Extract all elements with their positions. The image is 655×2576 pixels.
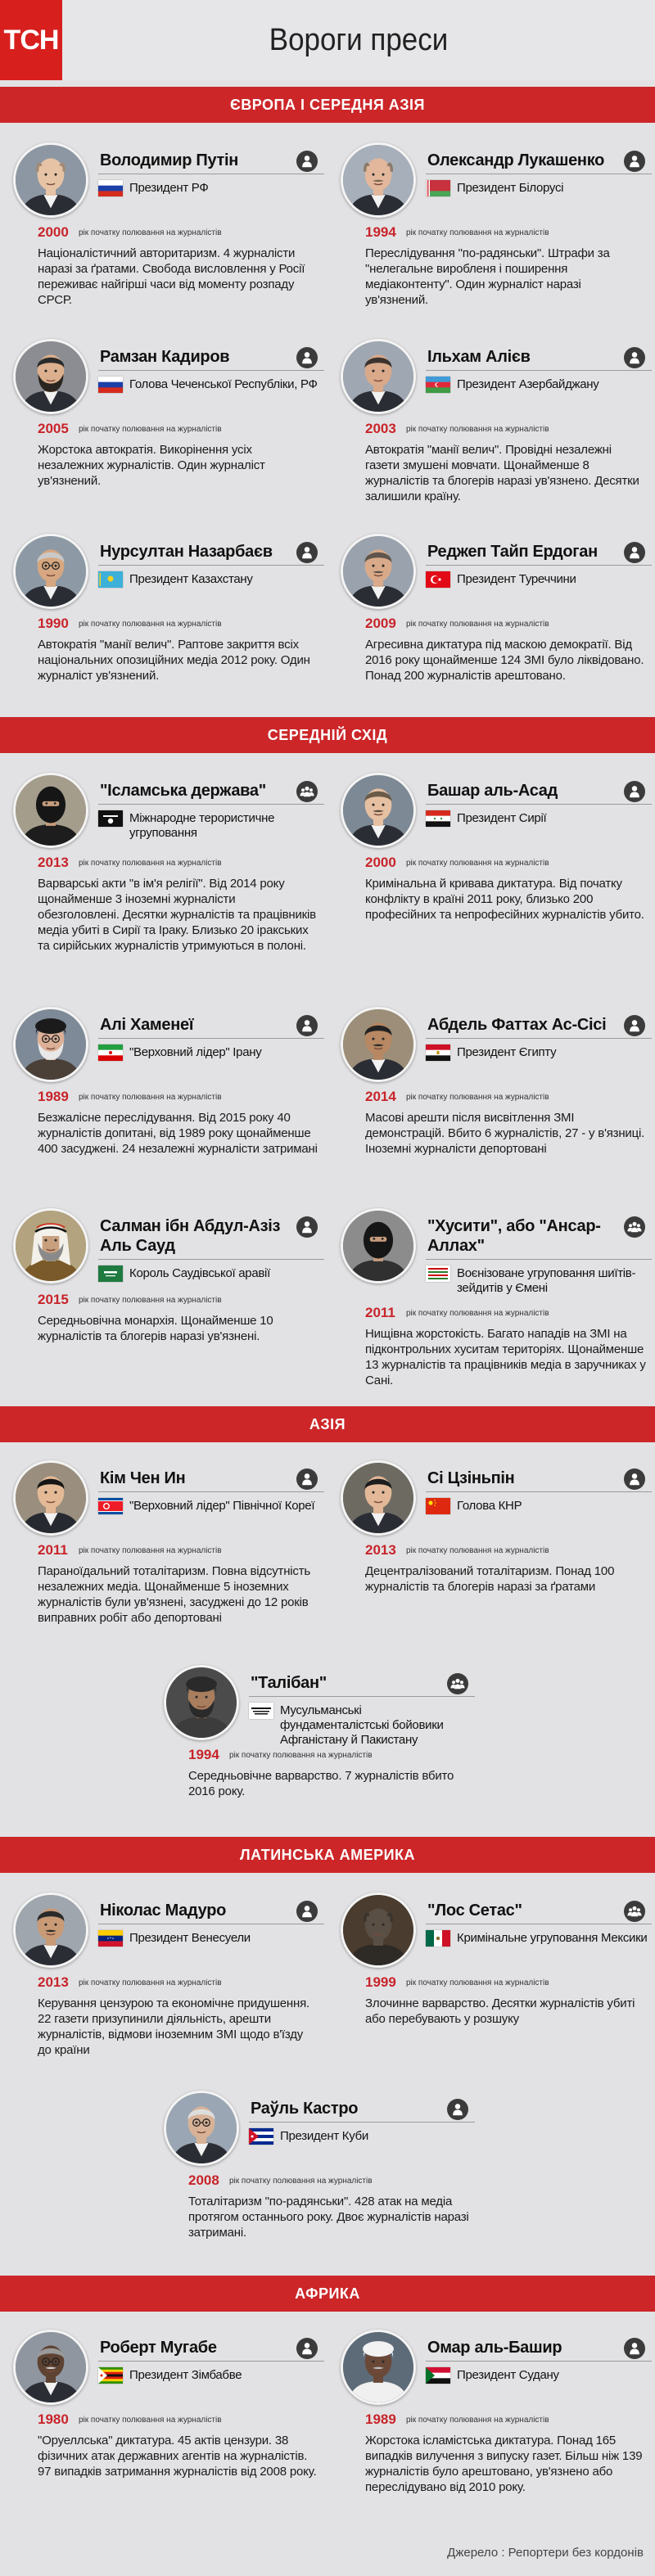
card-kadyrov — [13, 339, 324, 489]
divider — [98, 370, 324, 371]
person-icon — [624, 2338, 645, 2359]
group-icon — [624, 1901, 645, 1922]
card-isis — [13, 773, 324, 969]
portrait-xijinping — [341, 1460, 416, 1536]
start-year: 1999 — [365, 1974, 396, 1990]
card-name: Нурсултан Назарбаєв — [100, 543, 273, 561]
card-name: Абдель Фаттах Ас-Сісі — [427, 1016, 607, 1034]
portrait-mugabe — [13, 2330, 88, 2405]
start-year: 2013 — [38, 855, 69, 870]
card-role: Президент Єгипту — [457, 1045, 557, 1059]
card-description: Тоталітаризм "по-радянськи". 428 атак на медіа протягом останнього року. Двоє журналістів наразі затримані. — [188, 2195, 469, 2240]
divider — [249, 1696, 475, 1697]
card-role: Голова КНР — [457, 1499, 522, 1513]
start-year: 2009 — [365, 616, 396, 631]
card-description: Варварські акти "в ім'я релігії". Від 2014 року щонайменше 3 іноземні журналісти обезголовлені. Десятки журналістів та працівників медіа убиті в Сирії та Іраку. Близько 20 іракських та сирійських журналістів утримуються в полоні. — [38, 877, 316, 953]
start-year: 1989 — [365, 2411, 396, 2427]
flag-cu-icon — [249, 2128, 273, 2145]
portrait-maduro — [13, 1893, 88, 1968]
card-description: Масові арешти після висвітлення ЗМІ демонстрацій. Вбито 6 журналістів, 27 - у в'язниці. Іноземні журналісти депортовані — [365, 1111, 645, 1156]
portrait-kadyrov — [13, 339, 88, 414]
card-role: "Верховний лідер" Ірану — [129, 1045, 262, 1059]
start-year: 1989 — [38, 1089, 69, 1104]
card-name: Роберт Мугабе — [100, 2339, 217, 2357]
card-description: Автократія "манії велич". Провідні незалежні газети змушені мовчати. Щонайменше 8 журналістів та блогерів наразі ув'язнено. Десятки залишили країну. — [365, 443, 639, 503]
flag-kp-icon — [98, 1498, 123, 1514]
card-role: Президент Куби — [280, 2129, 368, 2143]
year-note: рік початку полювання на журналістів — [406, 1093, 549, 1102]
card-role: Президент Туреччини — [457, 572, 576, 586]
year-note: рік початку полювання на журналістів — [79, 1093, 222, 1102]
card-role: Президент Судану — [457, 2368, 559, 2382]
card-mugabe — [13, 2330, 324, 2495]
card-role: Президент Сирії — [457, 811, 547, 825]
start-year: 1980 — [38, 2411, 69, 2427]
card-name: Реджеп Тайп Ердоган — [427, 543, 598, 561]
card-name: "Лос Сетас" — [427, 1902, 522, 1920]
year-note: рік початку полювання на журналістів — [229, 2177, 373, 2186]
portrait-castro — [164, 2091, 239, 2166]
card-role: Президент Казахстану — [129, 572, 253, 586]
card-description: Середньовічне варварство. 7 журналістів вбито 2016 року. — [188, 1769, 454, 1798]
card-name: "Хусити", або "Ансар-Аллах" — [427, 1217, 601, 1255]
person-icon — [624, 781, 645, 802]
card-name: Рамзан Кадиров — [100, 348, 230, 366]
card-description: Переслідування "по-радянськи". Штрафи за "нелегальне виробленя і поширення медіаконтенту". Один журналіст наразі ув'язнений. — [365, 246, 610, 307]
start-year: 1994 — [188, 1747, 219, 1762]
year-note: рік початку полювання на журналістів — [406, 620, 549, 629]
year-note: рік початку полювання на журналістів — [79, 2416, 222, 2425]
year-note: рік початку полювання на журналістів — [406, 2416, 549, 2425]
person-icon — [447, 2099, 468, 2120]
divider — [98, 565, 324, 566]
person-icon — [624, 1015, 645, 1036]
divider — [98, 1491, 324, 1492]
divider — [426, 370, 652, 371]
header — [0, 0, 655, 80]
year-note: рік початку полювання на журналістів — [79, 228, 222, 237]
card-description: Децентралізований тоталітаризм. Понад 100 журналістів та блогерів наразі за ґратами — [365, 1564, 615, 1594]
divider — [426, 1038, 652, 1039]
divider — [98, 1038, 324, 1039]
divider — [98, 804, 324, 805]
section-middle-east: СЕРЕДНІЙ СХІД — [0, 717, 655, 753]
start-year: 1994 — [365, 224, 396, 240]
year-note: рік початку полювання на журналістів — [406, 859, 549, 868]
card-aliyev — [341, 339, 652, 503]
portrait-taliban — [164, 1665, 239, 1740]
card-role: Король Саудівської аравії — [129, 1266, 270, 1280]
divider — [98, 1259, 324, 1260]
portrait-nazarbayev — [13, 534, 88, 609]
section-africa: АФРИКА — [0, 2276, 655, 2312]
card-assad — [341, 773, 652, 938]
flag-az-icon — [426, 377, 450, 393]
person-icon — [624, 151, 645, 172]
card-role: Воєнізоване угруповання шиїтів-зейдитів у Ємені — [457, 1266, 636, 1295]
card-role: "Верховний лідер" Північної Кореї — [129, 1499, 315, 1513]
flag-taliban-icon — [249, 1703, 273, 1719]
card-name: Ніколас Мадуро — [100, 1902, 227, 1920]
card-name: Салман ібн Абдул-Азіз Аль Сауд — [100, 1217, 281, 1255]
card-role: Мусульманські фундаменталістські бойовики Афганістану й Пакистану — [280, 1703, 444, 1747]
portrait-aliyev — [341, 339, 416, 414]
portrait-houthis — [341, 1208, 416, 1283]
card-role: Президент Зімбабве — [129, 2368, 242, 2382]
divider — [426, 1259, 652, 1260]
card-name: Алі Хаменеї — [100, 1016, 194, 1034]
card-bashir — [341, 2330, 652, 2495]
card-role: Президент Білорусі — [457, 181, 564, 195]
start-year: 2008 — [188, 2172, 219, 2188]
card-khamenei — [13, 1007, 324, 1172]
card-nazarbayev — [13, 534, 324, 683]
card-name: Омар аль-Башир — [427, 2339, 562, 2357]
year-note: рік початку полювання на журналістів — [406, 1978, 549, 1987]
person-icon — [296, 1468, 318, 1490]
flag-zw-icon — [98, 2367, 123, 2384]
source-footer: Джерело : Репортери без кордонів — [447, 2546, 644, 2560]
card-name: Сі Цзіньпін — [427, 1469, 515, 1487]
card-castro — [164, 2091, 475, 2240]
flag-houthi-icon — [426, 1265, 450, 1282]
start-year: 2014 — [365, 1089, 396, 1104]
start-year: 2000 — [365, 855, 396, 870]
year-note: рік початку полювання на журналістів — [406, 1309, 549, 1318]
start-year: 1990 — [38, 616, 69, 631]
divider — [426, 565, 652, 566]
card-name: Олександр Лукашенко — [427, 151, 605, 169]
portrait-isis — [13, 773, 88, 848]
flag-tr-icon — [426, 571, 450, 588]
person-icon — [296, 1216, 318, 1238]
person-icon — [624, 1468, 645, 1490]
flag-by-icon — [426, 180, 450, 196]
section-europe: ЄВРОПА І СЕРЕДНЯ АЗІЯ — [0, 87, 655, 123]
person-icon — [296, 1901, 318, 1922]
year-note: рік початку полювання на журналістів — [79, 620, 222, 629]
card-taliban — [164, 1665, 475, 1799]
flag-sy-icon — [426, 810, 450, 827]
section-asia: АЗІЯ — [0, 1406, 655, 1442]
card-sisi — [341, 1007, 652, 1157]
flag-ru-icon — [98, 377, 123, 393]
card-description: Кримінальна й кривава диктатура. Від початку конфлікту в країні 2011 року, близько 200 професійних та непрофесійних журналістів убито. — [365, 877, 644, 922]
card-name: "Ісламська держава" — [100, 782, 266, 800]
portrait-zetas — [341, 1893, 416, 1968]
card-role: Президент Венесуели — [129, 1931, 251, 1945]
page-title: Вороги преси — [269, 22, 449, 57]
start-year: 2005 — [38, 421, 69, 436]
group-icon — [624, 1216, 645, 1238]
card-description: Керування цензурою та економічне придушення. 22 газети призупинили діяльність, арешти журналістів, відмови іноземним ЗМІ щодо в'їзду до країни — [38, 1996, 309, 2057]
card-description: Націоналістичний авторитаризм. 4 журналісти наразі за ґратами. Свобода висловлення у Росії переживає найгірші часи від моменту розпаду СРСР. — [38, 246, 305, 307]
divider — [426, 2361, 652, 2362]
start-year: 2011 — [38, 1542, 68, 1558]
card-xijinping — [341, 1460, 652, 1595]
card-name: Башар аль-Асад — [427, 782, 558, 800]
year-note: рік початку полювання на журналістів — [406, 228, 549, 237]
start-year: 2003 — [365, 421, 396, 436]
section-latin-america: ЛАТИНСЬКА АМЕРИКА — [0, 1837, 655, 1873]
flag-ir-icon — [98, 1044, 123, 1061]
portrait-lukashenko — [341, 142, 416, 218]
year-note: рік початку полювання на журналістів — [79, 1296, 222, 1305]
person-icon — [624, 347, 645, 368]
card-role: Міжнародне терористичне угруповання — [129, 811, 275, 840]
card-description: Агресивна диктатура під маскою демократії. Від 2016 року щонайменше 124 ЗМІ було ліквідовано. Понад 200 журналістів арештовано. — [365, 638, 644, 683]
year-note: рік початку полювання на журналістів — [229, 1751, 373, 1760]
portrait-salman — [13, 1208, 88, 1283]
card-erdogan — [341, 534, 652, 683]
card-description: Нищівна жорстокість. Багато нападів на ЗМІ на підконтрольних хуситам територіях. Щонайменше 13 журналістів та працівників медіа в заручниках у Сані. — [365, 1327, 646, 1387]
person-icon — [624, 542, 645, 563]
flag-eg-icon — [426, 1044, 450, 1061]
card-role: Кримінальне угруповання Мексики — [457, 1931, 648, 1945]
flag-kz-icon — [98, 571, 123, 588]
year-note: рік початку полювання на журналістів — [406, 425, 549, 434]
flag-sa-icon — [98, 1265, 123, 1282]
year-note: рік початку полювання на журналістів — [406, 1546, 549, 1555]
card-name: Володимир Путін — [100, 151, 239, 169]
card-description: Параноїдальний тоталітаризм. Повна відсутність незалежних медіа. Щонайменше 5 іноземних журналістів були ув'язнені, засуджені до 12 років виправних робіт або депортовані — [38, 1564, 311, 1625]
card-name: Ільхам Алієв — [427, 348, 531, 366]
person-icon — [296, 347, 318, 368]
flag-sd-icon — [426, 2367, 450, 2384]
person-icon — [296, 151, 318, 172]
card-putin — [13, 142, 324, 307]
flag-cn-icon — [426, 1498, 450, 1514]
person-icon — [296, 1015, 318, 1036]
flag-isis-icon — [98, 810, 123, 827]
flag-ru-icon — [98, 180, 123, 196]
flag-ve-icon — [98, 1930, 123, 1947]
portrait-kimjongun — [13, 1460, 88, 1536]
card-lukashenko — [341, 142, 652, 307]
year-note: рік початку полювання на журналістів — [79, 1978, 222, 1987]
start-year: 2015 — [38, 1292, 69, 1307]
flag-mx-icon — [426, 1930, 450, 1947]
card-role: Голова Чеченської Республіки, РФ — [129, 377, 318, 391]
card-description: Жорстока автократія. Викорінення усіх незалежних журналістів. Один журналіст ув'язнений. — [38, 443, 265, 488]
divider — [98, 2361, 324, 2362]
card-role: Президент Азербайджану — [457, 377, 599, 391]
group-icon — [447, 1673, 468, 1694]
person-icon — [296, 2338, 318, 2359]
group-icon — [296, 781, 318, 802]
card-description: Жорстока ісламістська диктатура. Понад 165 випадків вилучення з випуску газет. Більш ніж 139 журналістів було арештовано, ув'язнено або переслідувано від 2010 року. — [365, 2434, 643, 2494]
card-kimjongun — [13, 1460, 324, 1641]
portrait-putin — [13, 142, 88, 218]
card-zetas — [341, 1893, 652, 2027]
card-description: Середньовічна монархія. Щонайменше 10 журналістів та блогерів наразі ув'язнені. — [38, 1314, 273, 1343]
portrait-khamenei — [13, 1007, 88, 1082]
card-role: Президент РФ — [129, 181, 209, 195]
divider — [426, 804, 652, 805]
card-salman — [13, 1208, 324, 1344]
card-description: Безжалісне переслідування. Від 2015 року 40 журналістів допитані, від 1989 року щонайменше 400 засуджені. 24 незалежні журналісти затримані — [38, 1111, 318, 1156]
card-name: Кім Чен Ин — [100, 1469, 186, 1487]
portrait-erdogan — [341, 534, 416, 609]
card-description: "Оруеллська" диктатура. 45 актів цензури. 38 фізичних атак державних агентів на журналістів. 97 випадків затримання журналістів від 2008 року. — [38, 2434, 317, 2479]
portrait-assad — [341, 773, 416, 848]
tsn-logo[interactable]: ТСН — [0, 0, 62, 80]
card-description: Автократія "манії велич". Раптове закриття всіх національних опозиційних медіа 2012 року. Один журналіст ув'язнений. — [38, 638, 310, 683]
divider — [249, 2122, 475, 2123]
card-maduro — [13, 1893, 324, 2058]
year-note: рік початку полювання на журналістів — [79, 1546, 222, 1555]
card-name: Раўль Кастро — [251, 2100, 359, 2118]
start-year: 2013 — [38, 1974, 69, 1990]
year-note: рік початку полювання на журналістів — [79, 425, 222, 434]
portrait-bashir — [341, 2330, 416, 2405]
card-houthis — [341, 1208, 652, 1388]
person-icon — [296, 542, 318, 563]
start-year: 2013 — [365, 1542, 396, 1558]
divider — [426, 1491, 652, 1492]
card-description: Злочинне варварство. Десятки журналістів убиті або перебувають у розшуку — [365, 1996, 635, 2026]
card-name: "Талібан" — [251, 1674, 327, 1692]
year-note: рік початку полювання на журналістів — [79, 859, 222, 868]
portrait-sisi — [341, 1007, 416, 1082]
start-year: 2000 — [38, 224, 69, 240]
start-year: 2011 — [365, 1305, 395, 1320]
